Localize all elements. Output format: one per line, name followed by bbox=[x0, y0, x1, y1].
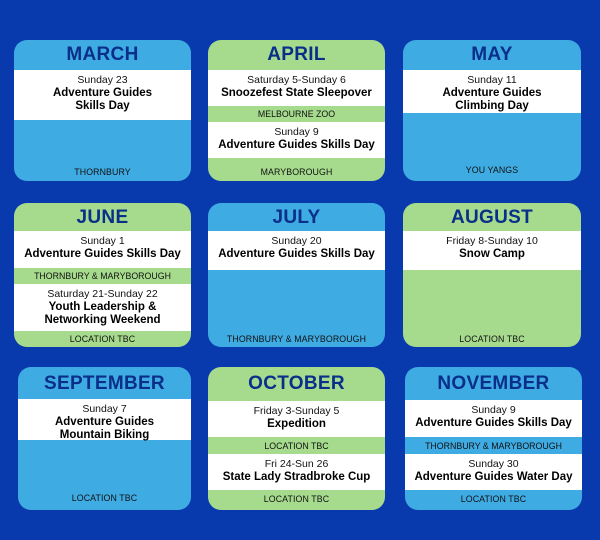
event-date: Sunday 7 bbox=[82, 403, 127, 415]
event-location: MARYBOROUGH bbox=[260, 167, 333, 177]
event-location: LOCATION TBC bbox=[71, 493, 138, 503]
event-location: THORNBURY & MARYBOROUGH bbox=[226, 334, 367, 344]
month-title: MAY bbox=[471, 44, 513, 65]
event-location: YOU YANGS bbox=[465, 165, 519, 175]
event-date: Sunday 20 bbox=[271, 235, 322, 247]
month-card-july bbox=[208, 203, 385, 347]
event-title: Adventure Guides bbox=[52, 87, 153, 99]
event-box bbox=[14, 70, 191, 120]
month-card-november bbox=[405, 367, 582, 510]
event-title: Youth Leadership & bbox=[48, 301, 157, 313]
event-title: Networking Weekend bbox=[44, 314, 161, 326]
month-title: OCTOBER bbox=[248, 373, 345, 394]
event-box bbox=[405, 400, 582, 437]
event-location: LOCATION TBC bbox=[460, 494, 527, 504]
event-box bbox=[208, 70, 385, 106]
event-box bbox=[208, 454, 385, 490]
event-date: Friday 3-Sunday 5 bbox=[253, 405, 340, 417]
month-card-september bbox=[18, 367, 191, 510]
event-title: Adventure Guides bbox=[442, 87, 542, 99]
event-title: Mountain Biking bbox=[59, 429, 150, 441]
event-date: Fri 24-Sun 26 bbox=[264, 458, 329, 470]
event-date: Saturday 5-Sunday 6 bbox=[247, 74, 346, 86]
event-box bbox=[208, 122, 385, 158]
event-box bbox=[405, 454, 582, 490]
event-title: Adventure Guides Water Day bbox=[414, 471, 573, 483]
month-title: JUNE bbox=[76, 207, 129, 228]
month-title: NOVEMBER bbox=[437, 373, 550, 394]
event-location: LOCATION TBC bbox=[69, 334, 136, 344]
event-date: Sunday 23 bbox=[77, 74, 128, 86]
event-date: Sunday 30 bbox=[468, 458, 519, 470]
event-title: Snoozefest State Sleepover bbox=[221, 87, 372, 99]
event-box bbox=[208, 231, 385, 270]
event-box bbox=[14, 231, 191, 268]
event-location: LOCATION TBC bbox=[264, 440, 329, 451]
event-date: Friday 8-Sunday 10 bbox=[446, 235, 538, 247]
event-location: LOCATION TBC bbox=[263, 494, 330, 504]
event-location: THORNBURY bbox=[74, 167, 131, 177]
event-box bbox=[18, 399, 191, 440]
month-card-may bbox=[403, 40, 581, 181]
month-title: SEPTEMBER bbox=[44, 373, 165, 394]
month-card-august bbox=[403, 203, 581, 347]
event-box bbox=[208, 401, 385, 437]
event-title: Adventure Guides Skills Day bbox=[218, 248, 375, 260]
event-title: Climbing Day bbox=[455, 100, 529, 112]
event-date: Sunday 1 bbox=[80, 235, 125, 247]
month-card-june bbox=[14, 203, 191, 347]
month-card-march bbox=[14, 40, 191, 181]
event-location: THORNBURY & MARYBOROUGH bbox=[34, 271, 171, 281]
event-date: Sunday 9 bbox=[471, 404, 516, 416]
event-date: Sunday 11 bbox=[467, 74, 517, 86]
event-title: Expedition bbox=[267, 418, 326, 430]
event-location: MELBOURNE ZOO bbox=[257, 109, 336, 119]
event-box bbox=[403, 70, 581, 113]
event-location: LOCATION TBC bbox=[459, 334, 525, 344]
event-title: State Lady Stradbroke Cup bbox=[222, 471, 371, 483]
event-title: Adventure Guides Skills Day bbox=[415, 417, 572, 429]
event-box bbox=[14, 284, 191, 331]
event-title: Snow Camp bbox=[459, 248, 525, 260]
event-date: Saturday 21-Sunday 22 bbox=[47, 288, 158, 300]
event-box bbox=[403, 231, 581, 270]
month-card-october bbox=[208, 367, 385, 510]
month-title: JULY bbox=[272, 207, 321, 228]
event-title: Adventure Guides Skills Day bbox=[24, 248, 181, 260]
month-title: APRIL bbox=[267, 44, 326, 65]
month-title: AUGUST bbox=[450, 207, 534, 228]
month-card-april bbox=[208, 40, 385, 181]
month-title: MARCH bbox=[66, 44, 139, 65]
event-title: Adventure Guides Skills Day bbox=[218, 139, 375, 151]
event-title: Skills Day bbox=[75, 100, 130, 112]
event-location: THORNBURY & MARYBOROUGH bbox=[425, 440, 562, 451]
event-date: Sunday 9 bbox=[274, 126, 319, 138]
event-title: Adventure Guides bbox=[54, 416, 155, 428]
